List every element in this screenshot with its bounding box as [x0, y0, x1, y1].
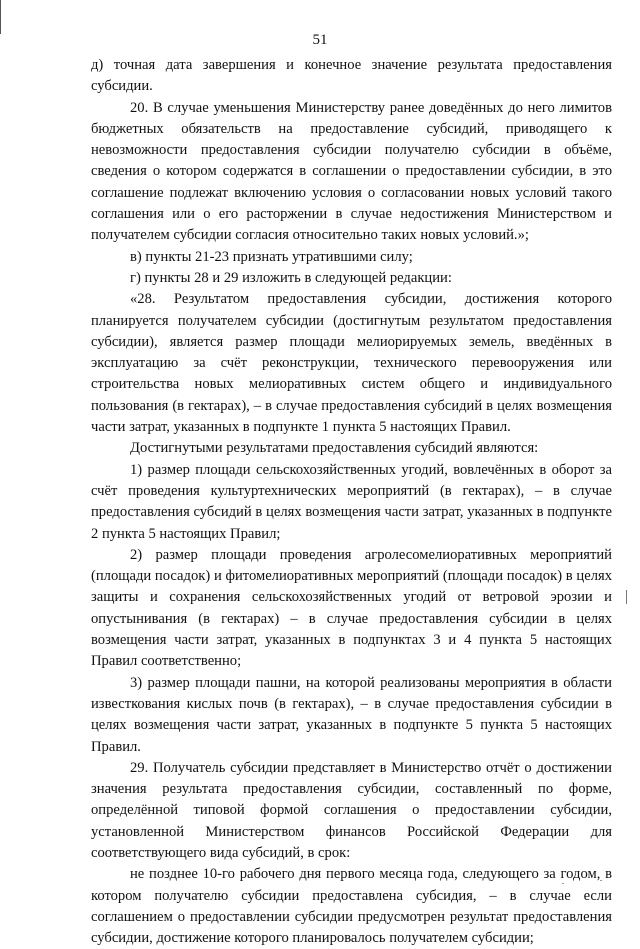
list-item-1: 1) размер площади сельскохозяйственных угодий, вовлечённых в оборот за счёт проведения культуртехнических мероприятий (в гектарах), – в случае предоставления субсидий в целях возмещения части затрат, указанных в подпункте 2 пункта 5 настоящих Правил;: [91, 461, 612, 542]
paragraph-v-repeal: в) пункты 21-23 признать утратившими силу;: [130, 248, 413, 265]
paragraph-d-final-date: д) точная дата завершения и конечное значение результата предоставления субсидии.: [91, 57, 612, 95]
paragraph-28: «28. Результатом предоставления субсидии, достижения которого планируется получателем субсидии (достигнутым результатом предоставления субсидии), является размер площади мелиорируемых земель, введённых в эксплуатацию за счёт реконструкции, технического перевооружения или строительства новых мелиоративных систем общего и индивидуального пользования (в гектарах), – в случае предоставления субсидий в целях возмещения части затрат, указанных в подпункте 1 пункта 5 настоящих Правил.: [91, 291, 612, 436]
paragraph-deadline: не позднее 10-го рабочего дня первого месяца года, следующего за годом, в котором получателю субсидии предоставлена субсидия, – в случае если соглашением о предоставлении субсидии предусмотрен результат предоставления субсидии, достижение которого планировалось получателем субсидии;: [91, 866, 612, 947]
list-item-3: 3) размер площади пашни, на которой реализованы мероприятия в области известкования кислых почв (в гектарах), – в случае предоставления субсидии в целях возмещения части затрат, указанных в подпункте 5 пункта 5 настоящих Правил.: [91, 674, 612, 755]
list-item-2: 2) размер площади проведения агролесомелиоративных мероприятий (площади посадок) и фитомелиоративных мероприятий (площади посадок) в целях защиты и сохранения сельскохозяйственных угодий от ветровой эрозии и опустынивания (в гектарах) – в случае предоставления субсидии в целях возмещения части затрат, указанных в подпунктах 3 и 4 пункта 5 настоящих Правил соответственно;: [91, 546, 612, 670]
page-number: 51: [312, 32, 328, 48]
scan-edge-mark: [626, 590, 627, 604]
paragraph-results-intro: Достигнутыми результатами предоставления субсидий являются:: [130, 440, 539, 457]
paragraph-29: 29. Получатель субсидии представляет в Министерство отчёт о достижении значения результата предоставления субсидии, составленный по форме, определённой типовой формой соглашения о предоставлении субсидии, установленной Министерством финансов Российской Федерации для соответствующего вида субсидий, в срок:: [91, 759, 612, 861]
document-body: [91, 55, 612, 949]
paragraph-20: 20. В случае уменьшения Министерству ранее доведённых до него лимитов бюджетных обязательств на предоставление субсидий, приводящего к невозможности предоставления субсидии получателю субсидии в объёме, сведения о котором содержатся в соглашении о предоставлении субсидии, в это соглашение подлежат включению условия о согласовании новых условий такого соглашения или о его расторжении в случае недостижения Министерством и получателем субсидии согласия относительно таких новых условий.»;: [91, 99, 612, 244]
scan-edge-mark: [0, 0, 1, 34]
paragraph-g-new-edition: г) пункты 28 и 29 изложить в следующей редакции:: [130, 269, 452, 286]
